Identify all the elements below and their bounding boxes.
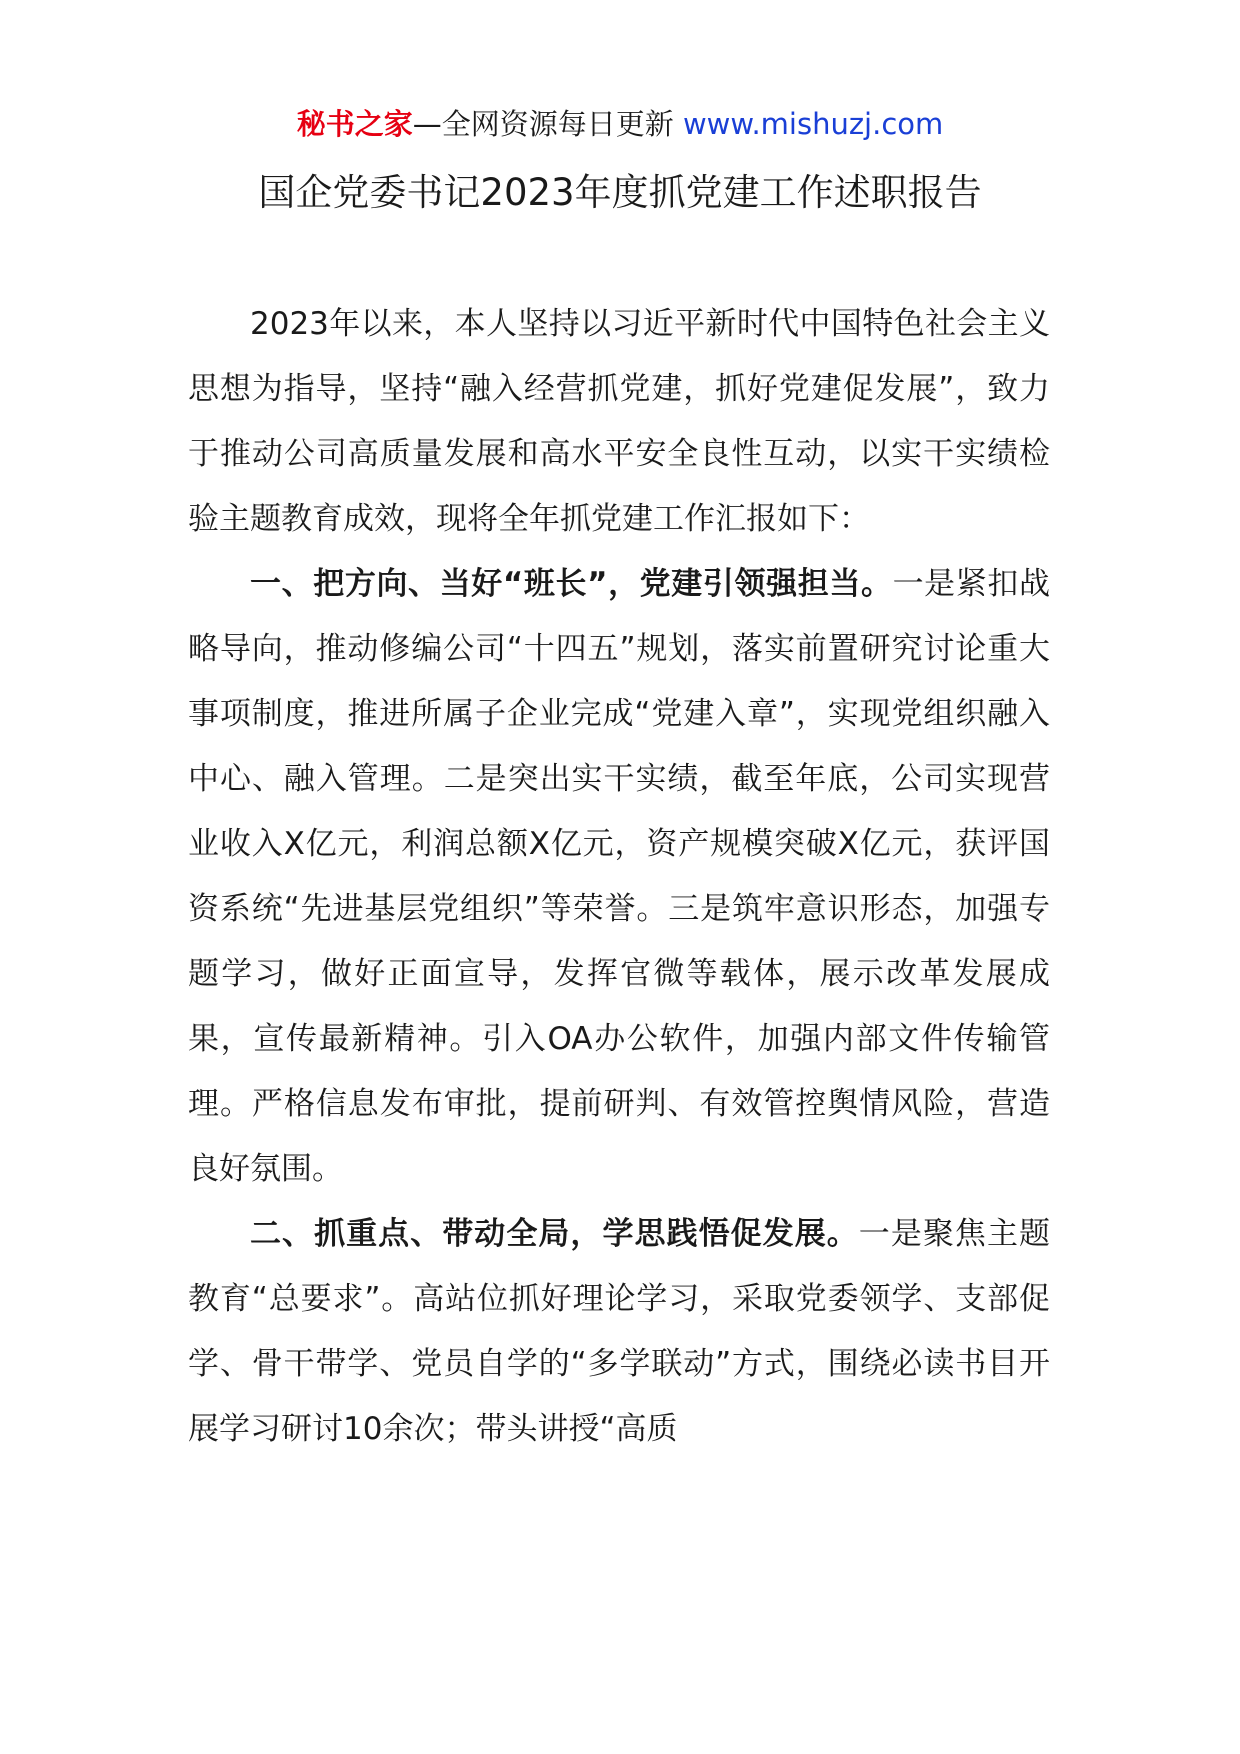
section-1-text: 一是紧扣战略导向，推动修编公司“十四五”规划，落实前置研究讨论重大事项制度，推进所属子企业完成“党建入章”，实现党组织融入中心、融入管理。二是突出实干实绩，截至年底，公司实现营业收入X亿元，利润总额X亿元，资产规模突破X亿元，获评国资系统“先进基层党组织”等荣誉。三是筑牢意识形态，加强专题学习，做好正面宣导，发挥官微等载体，展示改革发展成果，宣传最新精神。引入OA办公软件，加强内部文件传输管理。严格信息发布审批，提前研判、有效管控舆情风险，营造良好氛围。 [188, 566, 1051, 1187]
section-1-heading: 一、把方向、当好“班长”，党建引领强担当。 [250, 566, 893, 602]
brand-name: 秘书之家 [296, 107, 413, 141]
section-2-paragraph [188, 1202, 1050, 1462]
document-title: 国企党委书记2023年度抓党建工作述职报告 [258, 171, 982, 214]
site-header [0, 104, 1240, 144]
intro-paragraph: 2023年以来，本人坚持以习近平新时代中国特色社会主义思想为指导，坚持“融入经营抓党建，抓好党建促发展”，致力于推动公司高质量发展和高水平安全良性互动，以实干实绩检验主题教育成效，现将全年抓党建工作汇报如下： [188, 306, 1050, 537]
site-tagline: —全网资源每日更新 [412, 107, 683, 141]
section-2-heading: 二、抓重点、带动全局，学思践悟促发展。 [250, 1216, 859, 1252]
document-body [188, 292, 1050, 1462]
section-1-paragraph [188, 552, 1050, 1202]
section-2-text: 一是聚焦主题教育“总要求”。高站位抓好理论学习，采取党委领学、支部促学、骨干带学、党员自学的“多学联动”方式，围绕必读书目开展学习研讨10余次；带头讲授“高质 [188, 1216, 1051, 1447]
site-url[interactable]: www.mishuzj.com [682, 107, 944, 141]
